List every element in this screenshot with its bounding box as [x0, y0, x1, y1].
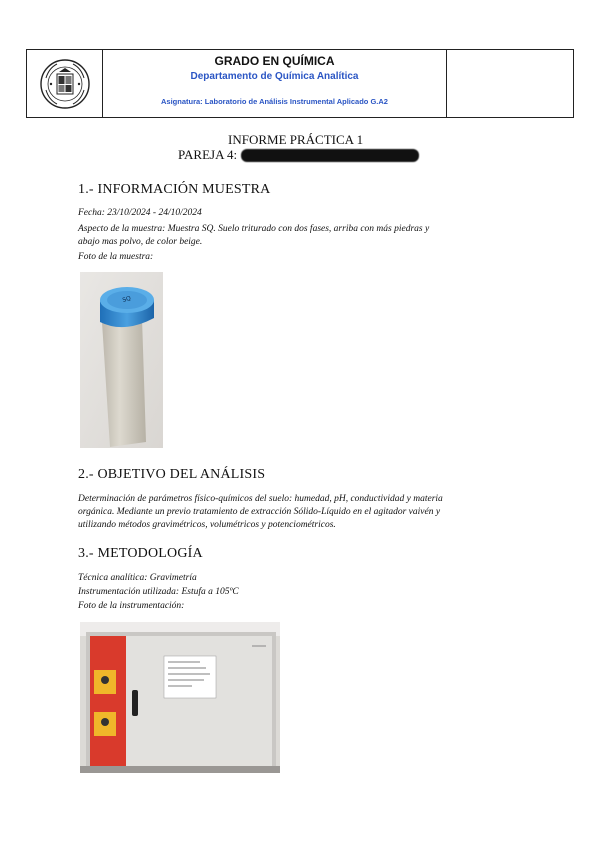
- technique-line: Técnica analítica: Gravimetría: [78, 573, 197, 583]
- redacted-names: [241, 149, 419, 162]
- sample-tube-photo: [80, 272, 163, 448]
- header-title-cell: [103, 50, 447, 117]
- logo-cell: [27, 50, 103, 117]
- objective-line2: orgánica. Mediante un previo tratamiento de extracción Sólido-Líquido en el agitador vaivén y: [78, 507, 441, 517]
- subject-name: Asignatura: Laboratorio de Análisis Instrumental Aplicado G.A2: [161, 97, 388, 106]
- oven-photo: [80, 622, 280, 773]
- university-seal-logo: [39, 58, 91, 110]
- tube-lid-label: SQ: [121, 294, 132, 304]
- section2-heading: 2.- OBJETIVO DEL ANÁLISIS: [78, 467, 266, 482]
- instrument-photo-label: Foto de la instrumentación:: [78, 601, 185, 611]
- objective-line1: Determinación de parámetros físico-químicos del suelo: humedad, pH, conductividad y materia: [78, 494, 443, 504]
- report-title: INFORME PRÁCTICA 1: [228, 132, 364, 147]
- section1-heading: 1.- INFORMACIÓN MUESTRA: [78, 182, 271, 197]
- section3-heading: 3.- METODOLOGÍA: [78, 546, 203, 561]
- sample-photo-label: Foto de la muestra:: [78, 252, 154, 262]
- pair-line: [178, 147, 419, 163]
- document-header: [26, 49, 574, 118]
- objective-line3: utilizando métodos gravimétricos, volumétricos y potenciométricos.: [78, 520, 336, 530]
- sample-date: Fecha: 23/10/2024 - 24/10/2024: [78, 208, 202, 218]
- department-name: Departamento de Química Analítica: [190, 71, 359, 82]
- header-empty-cell: [447, 50, 573, 117]
- sample-aspect-line2: abajo mas polvo, de color beige.: [78, 237, 203, 247]
- instrument-line: Instrumentación utilizada: Estufa a 105ºC: [78, 587, 239, 597]
- pair-label: PAREJA 4:: [178, 147, 238, 162]
- degree-title: GRADO EN QUÍMICA: [214, 54, 335, 68]
- sample-aspect-line1: Aspecto de la muestra: Muestra SQ. Suelo triturado con dos fases, arriba con más piedras y: [78, 224, 430, 234]
